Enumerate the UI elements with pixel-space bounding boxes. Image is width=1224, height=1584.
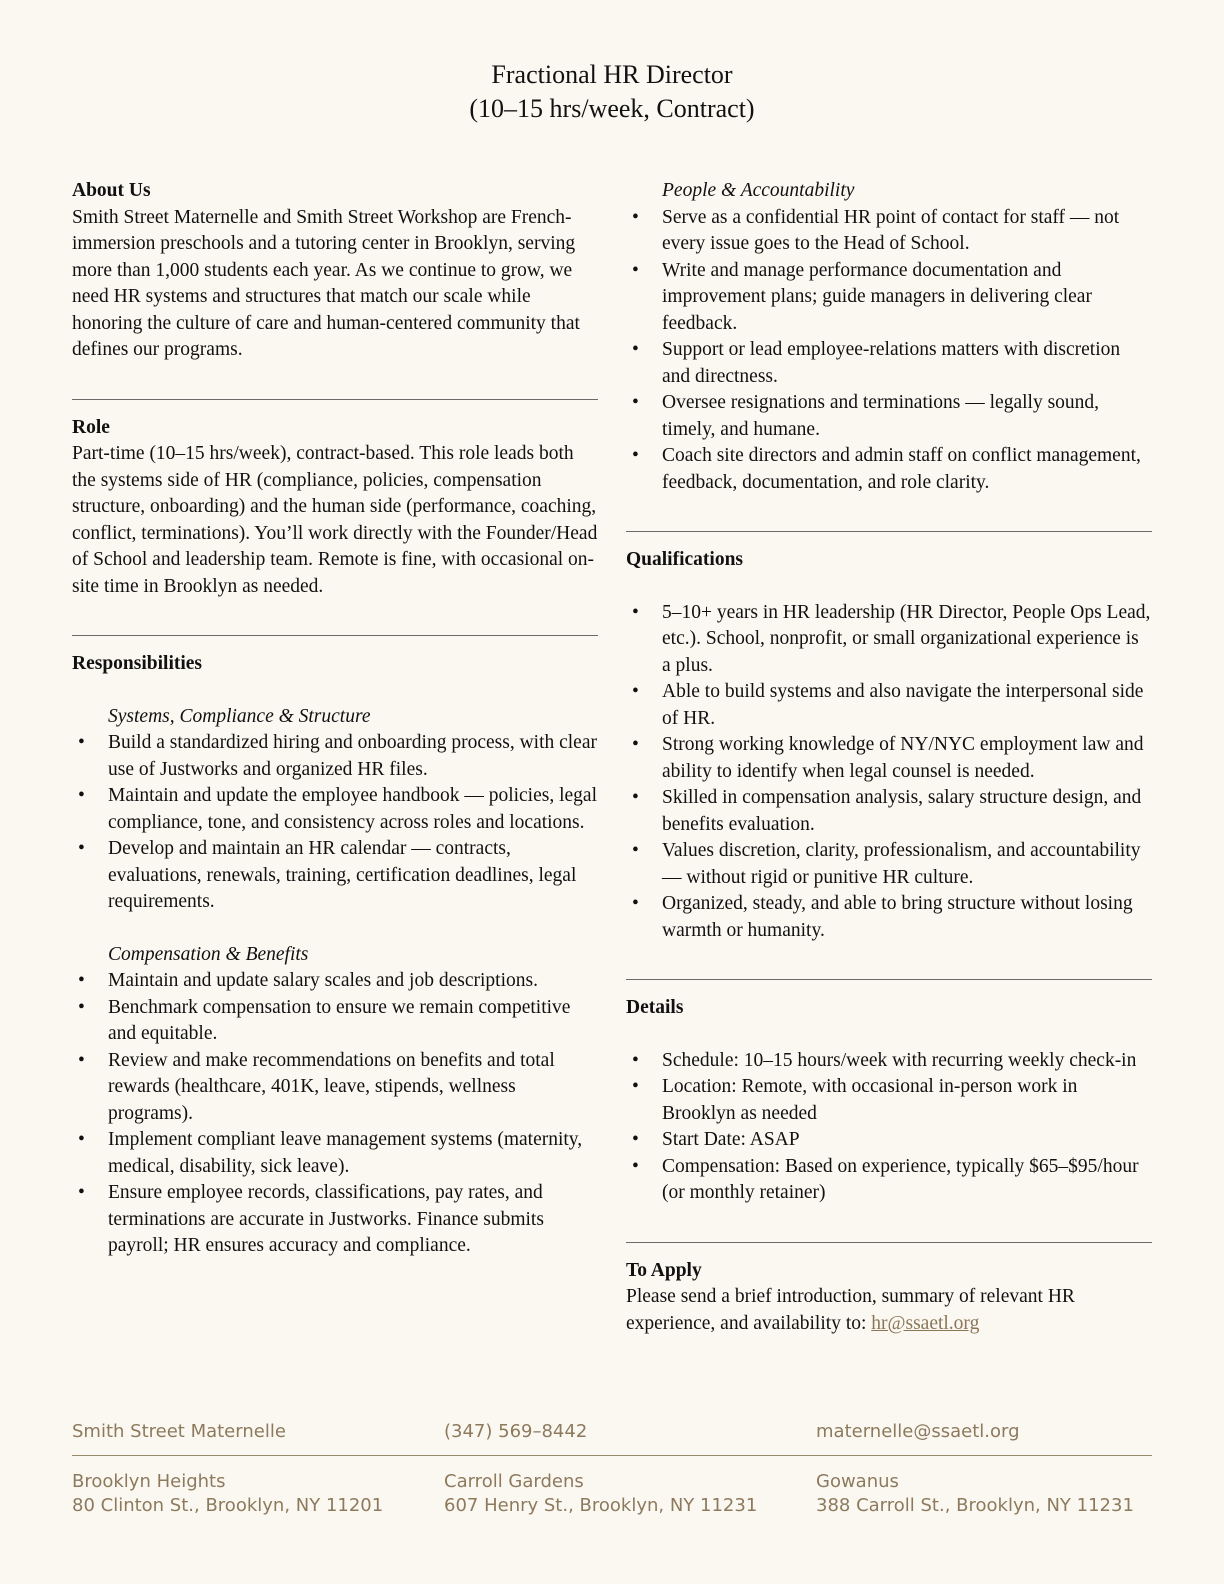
- details-heading: Details: [626, 997, 684, 1018]
- footer-divider: [72, 1455, 1152, 1456]
- location-carroll-gardens: [444, 1470, 757, 1518]
- divider: [626, 531, 1152, 532]
- qualifications-list: [626, 600, 1152, 945]
- systems-list: [72, 730, 598, 916]
- about-heading: About Us: [72, 180, 151, 201]
- page-title: [0, 58, 1224, 126]
- list-item: • Develop and maintain an HR calendar — contracts, evaluations, renewals, training, certification deadlines, legal requirements.: [72, 836, 598, 916]
- location-gowanus: [816, 1470, 1134, 1518]
- title-line-2: (10–15 hrs/week, Contract): [469, 94, 755, 123]
- list-item: • Ensure employee records, classifications, pay rates, and terminations are accurate in Justworks. Finance submits payroll; HR ensures accuracy and compliance.: [72, 1180, 598, 1260]
- qualifications-section: [626, 547, 1152, 944]
- list-item: • Serve as a confidential HR point of contact for staff — not every issue goes to the Head of School.: [626, 205, 1152, 258]
- title-line-1: Fractional HR Director: [491, 60, 733, 89]
- right-column: [626, 178, 1152, 1337]
- list-item: • Benchmark compensation to ensure we remain competitive and equitable.: [72, 995, 598, 1048]
- role-section: [72, 415, 598, 601]
- list-item: • Oversee resignations and terminations — legally sound, timely, and humane.: [626, 390, 1152, 443]
- list-item: • Maintain and update the employee handbook — policies, legal compliance, tone, and consistency across roles and locations.: [72, 783, 598, 836]
- compensation-list: [72, 968, 598, 1260]
- list-item: • Organized, steady, and able to bring structure without losing warmth or humanity.: [626, 891, 1152, 944]
- location-name: Carroll Gardens: [444, 1471, 584, 1492]
- divider: [626, 979, 1152, 980]
- role-heading: Role: [72, 416, 110, 438]
- apply-section: [626, 1258, 1152, 1338]
- footer-org: Smith Street Maternelle: [72, 1421, 286, 1442]
- divider: [626, 1242, 1152, 1243]
- compensation-subheading: Compensation & Benefits: [108, 943, 309, 965]
- apply-email-link[interactable]: hr@ssaetl.org: [871, 1312, 980, 1334]
- location-name: Brooklyn Heights: [72, 1471, 226, 1492]
- list-item: • Support or lead employee-relations matters with discretion and directness.: [626, 337, 1152, 390]
- list-item: • Strong working knowledge of NY/NYC employment law and ability to identify when legal counsel is needed.: [626, 732, 1152, 785]
- location-address: 607 Henry St., Brooklyn, NY 11231: [444, 1495, 758, 1516]
- location-name: Gowanus: [816, 1471, 899, 1492]
- list-item: • Compensation: Based on experience, typically $65–$95/hour (or monthly retainer): [626, 1154, 1152, 1207]
- responsibilities-heading: Responsibilities: [72, 653, 203, 674]
- apply-text: Please send a brief introduction, summary of relevant HR experience, and availability to:: [626, 1286, 1075, 1334]
- systems-subheading: Systems, Compliance & Structure: [108, 705, 371, 727]
- location-address: 388 Carroll St., Brooklyn, NY 11231: [816, 1495, 1134, 1516]
- about-body: Smith Street Maternelle and Smith Street Workshop are French-immersion preschools and a tutoring center in Brooklyn, serving more than 1,000 students each year. As we continue to grow, we need HR systems and structures that match our scale while honoring the culture of care and human-centered community that defines our programs.: [72, 206, 580, 360]
- people-list: [626, 205, 1152, 497]
- details-list: [626, 1048, 1152, 1207]
- list-item: • Review and make recommendations on benefits and total rewards (healthcare, 401K, leave, stipends, wellness programs).: [72, 1048, 598, 1128]
- footer-email[interactable]: maternelle@ssaetl.org: [816, 1421, 1020, 1442]
- location-brooklyn-heights: [72, 1470, 383, 1518]
- role-body: Part-time (10–15 hrs/week), contract-based. This role leads both the systems side of HR (compliance, policies, compensation structure, onboarding) and the human side (performance, coaching, conflict, terminations). You’ll work directly with the Founder/Head of School and leadership team. Remote is fine, with occasional on-site time in Brooklyn as needed.: [72, 443, 598, 597]
- about-section: [72, 178, 598, 364]
- location-address: 80 Clinton St., Brooklyn, NY 11201: [72, 1495, 384, 1516]
- list-item: • Write and manage performance documentation and improvement plans; guide managers in delivering clear feedback.: [626, 258, 1152, 338]
- list-item: • Location: Remote, with occasional in-person work in Brooklyn as needed: [626, 1074, 1152, 1127]
- list-item: • Able to build systems and also navigate the interpersonal side of HR.: [626, 679, 1152, 732]
- list-item: • Coach site directors and admin staff on conflict management, feedback, documentation, and role clarity.: [626, 443, 1152, 496]
- list-item: • Start Date: ASAP: [626, 1127, 1152, 1154]
- left-column: [72, 178, 598, 1260]
- list-item: • Skilled in compensation analysis, salary structure design, and benefits evaluation.: [626, 785, 1152, 838]
- list-item: • Build a standardized hiring and onboarding process, with clear use of Justworks and organized HR files.: [72, 730, 598, 783]
- list-item: • Schedule: 10–15 hours/week with recurring weekly check-in: [626, 1048, 1152, 1075]
- qualifications-heading: Qualifications: [626, 549, 744, 570]
- list-item: • Implement compliant leave management systems (maternity, medical, disability, sick leave).: [72, 1127, 598, 1180]
- people-subheading: People & Accountability: [662, 180, 855, 201]
- list-item: • Maintain and update salary scales and job descriptions.: [72, 968, 598, 995]
- footer-phone[interactable]: (347) 569–8442: [444, 1421, 588, 1442]
- details-section: [626, 995, 1152, 1207]
- divider: [72, 635, 598, 636]
- list-item: • 5–10+ years in HR leadership (HR Director, People Ops Lead, etc.). School, nonprofit, or small organizational experience is a plus.: [626, 600, 1152, 680]
- list-item: • Values discretion, clarity, professionalism, and accountability — without rigid or punitive HR culture.: [626, 838, 1152, 891]
- responsibilities-section: [72, 651, 598, 1260]
- divider: [72, 399, 598, 400]
- apply-heading: To Apply: [626, 1259, 702, 1281]
- apply-body: [626, 1284, 1152, 1337]
